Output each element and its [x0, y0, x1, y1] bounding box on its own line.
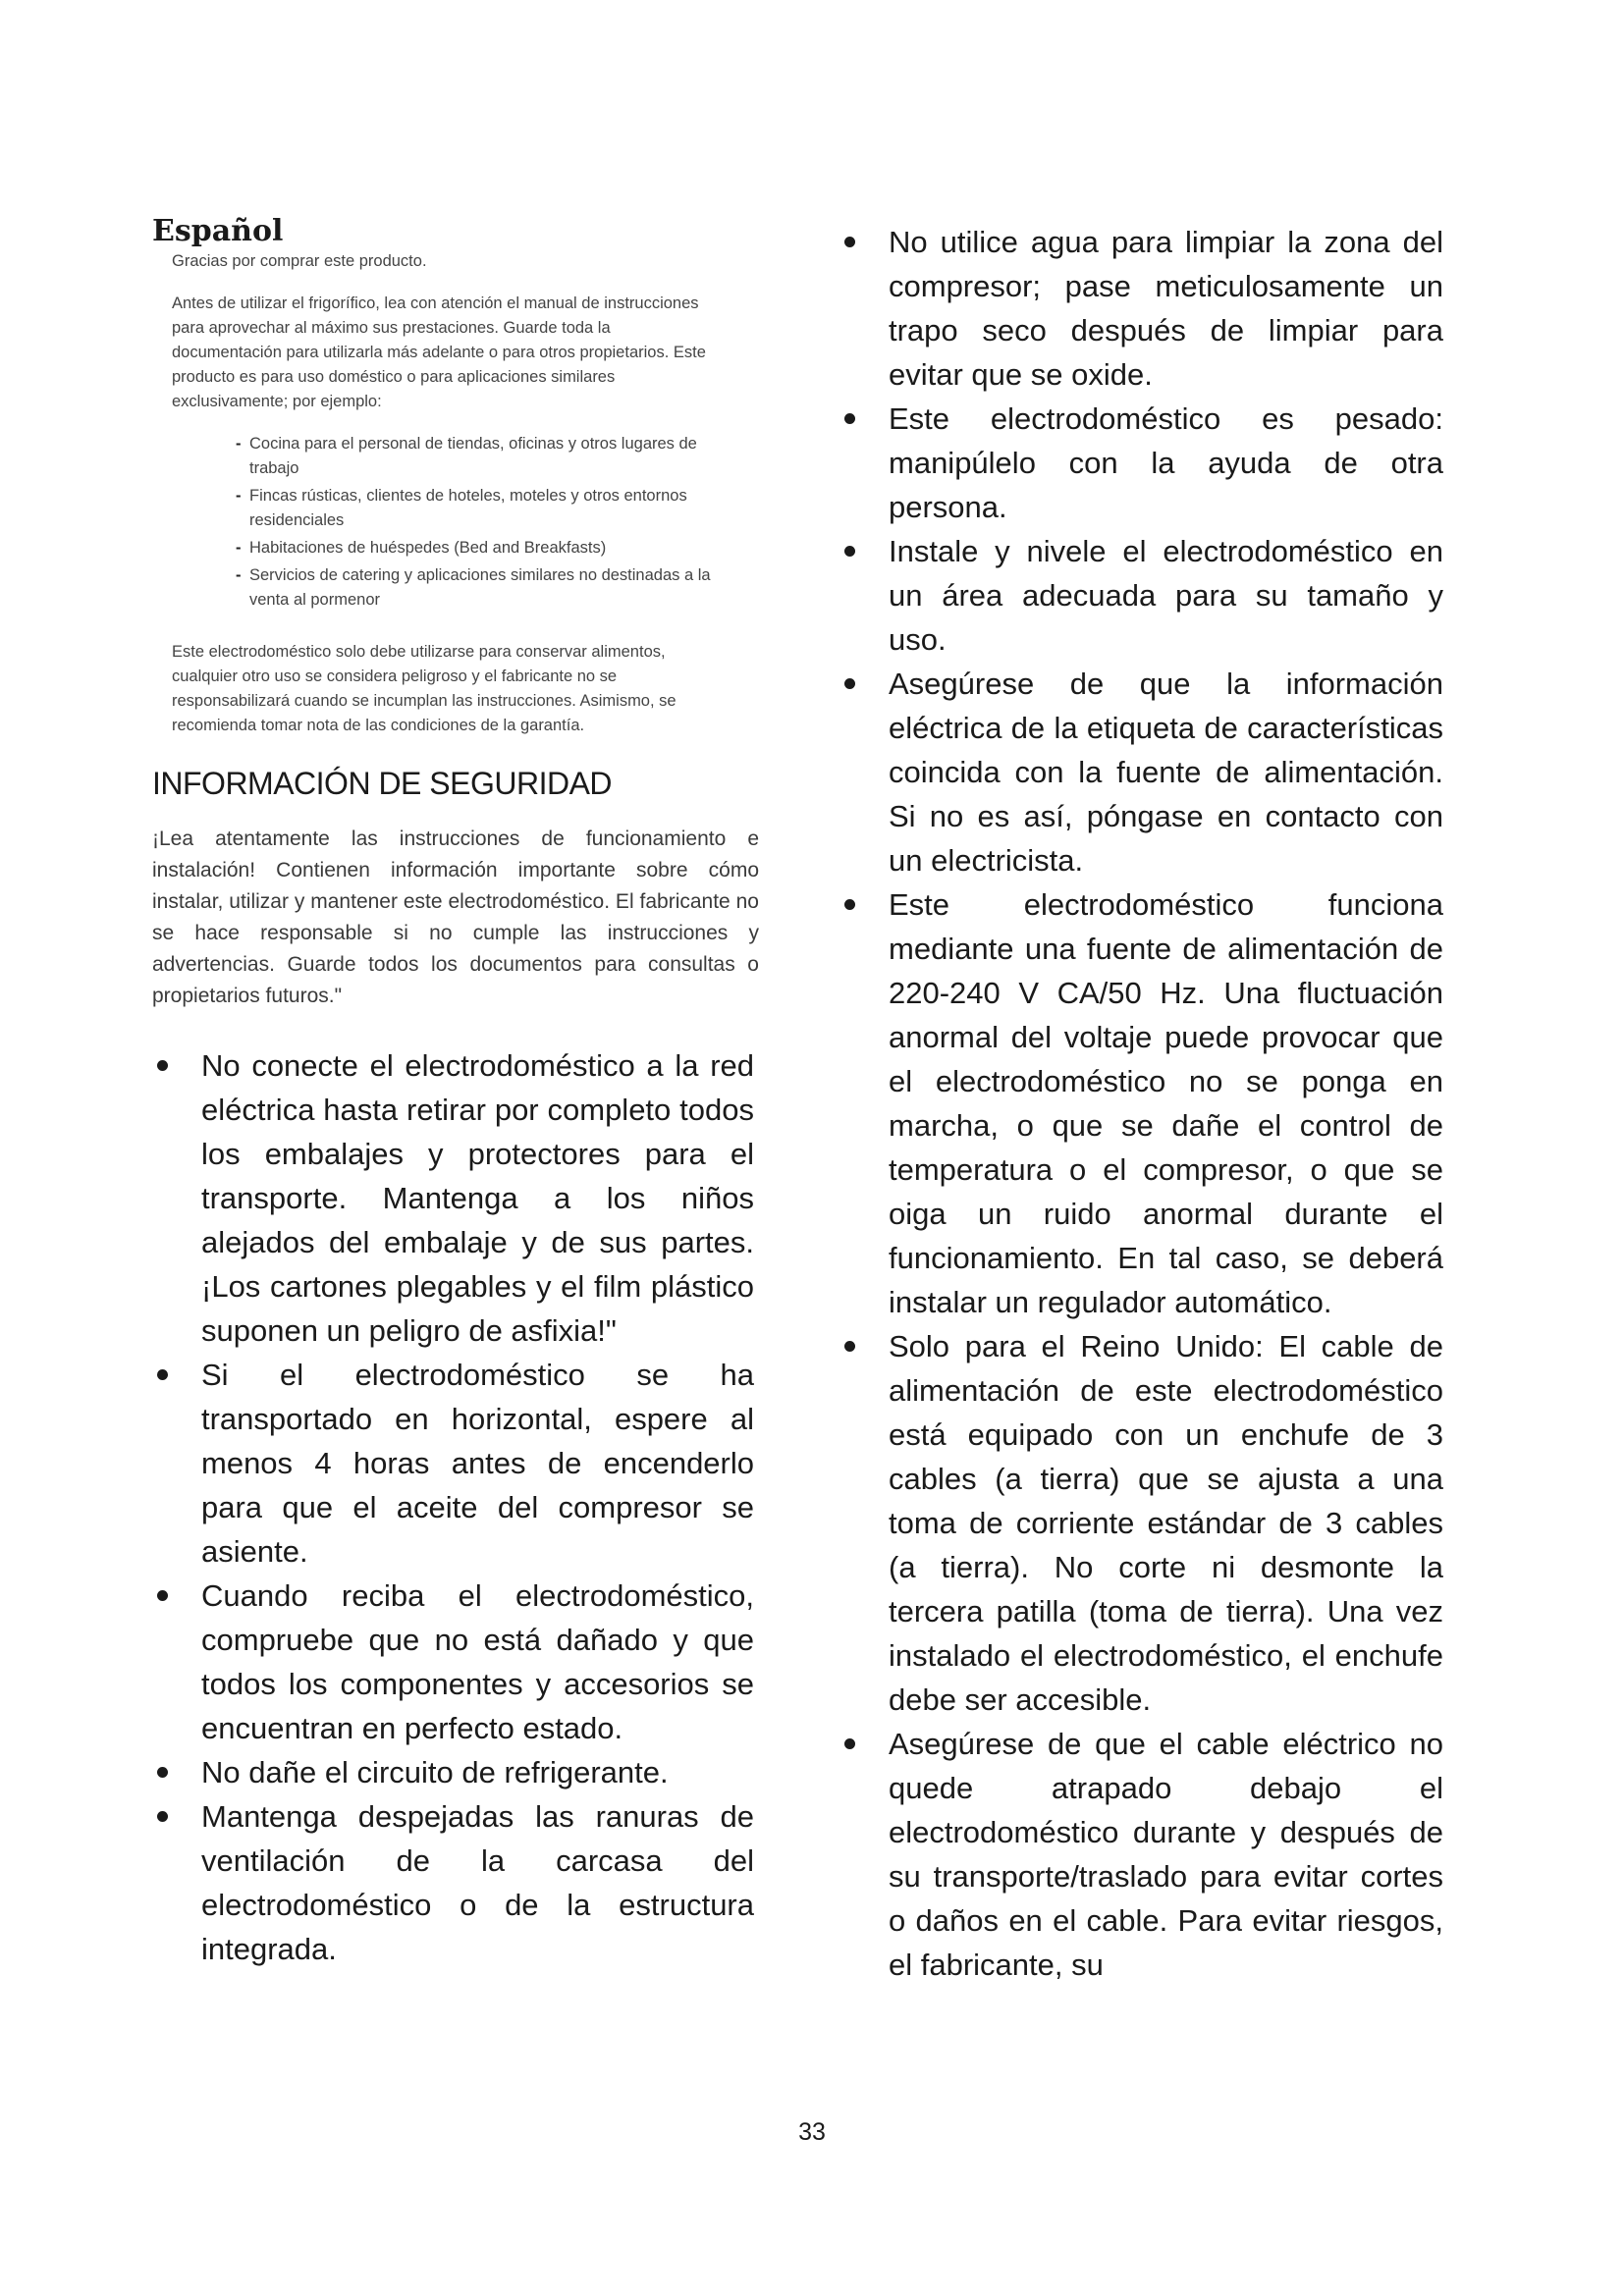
intro-paragraph: Antes de utilizar el frigorífico, lea con atención el manual de instrucciones para aprovechar al máximo sus prestaciones. Guarde toda la documentación para utilizarla más adelante o para otros propietarios. Este producto es para uso doméstico o para aplicaciones similares exclusivamente; por ejemplo:: [172, 294, 706, 410]
list-item-text: Mantenga despejadas las ranuras de ventilación de la carcasa del electrodoméstico o de la estructura integrada.: [201, 1799, 754, 1966]
safety-intro: ¡Lea atentamente las instrucciones de funcionamiento e instalación! Contienen información importante sobre cómo instalar, utilizar y mantener este electrodoméstico. El fabricante no se hace responsable si no cumple las instrucciones y advertencias. Guarde todos los documentos para consultas o propietarios futuros.": [152, 828, 759, 1007]
list-item-text: Asegúrese de que la información eléctrica de la etiqueta de características coincida con la fuente de alimentación. Si no es así, póngase en contacto con un electricista.: [889, 667, 1443, 878]
list-item-text: Si el electrodoméstico se ha transportado en horizontal, espere al menos 4 horas antes de encenderlo para que el aceite del compresor se asiente.: [201, 1358, 754, 1569]
list-item: [201, 1043, 754, 1353]
list-item: [889, 220, 1443, 397]
bullet-icon: [157, 1060, 168, 1071]
list-item: [201, 1750, 754, 1794]
bullet-icon: [157, 1369, 168, 1380]
use-item-text: Fincas rústicas, clientes de hoteles, moteles y otros entornos residenciales: [249, 487, 687, 529]
list-item: [201, 1794, 754, 1971]
use-item: [236, 536, 727, 561]
left-bullet-list: [152, 1043, 759, 1971]
list-item-text: Asegúrese de que el cable eléctrico no quede atrapado debajo el electrodoméstico durante y después de su transporte/traslado para evitar cortes o daños en el cable. Para evitar riesgos, el fabricante, su: [889, 1727, 1443, 1982]
bullet-icon: [844, 237, 855, 247]
bullet-icon: [157, 1767, 168, 1778]
use-item: [236, 484, 727, 533]
use-item-text: Cocina para el personal de tiendas, oficinas y otros lugares de trabajo: [249, 435, 697, 477]
use-item: [236, 563, 727, 613]
use-item-text: Habitaciones de huéspedes (Bed and Breakfasts): [249, 539, 607, 557]
use-item: [236, 432, 727, 481]
list-item-text: No conecte el electrodoméstico a la red eléctrica hasta retirar por completo todos los embalajes y protectores para el transporte. Mantenga a los niños alejados del embalaje y de sus partes. ¡Los cartones plegables y el film plástico suponen un peligro de asfixia!": [201, 1048, 754, 1348]
dash-marker: -: [236, 566, 242, 584]
list-item-text: Solo para el Reino Unido: El cable de alimentación de este electrodoméstico está equipado con un enchufe de 3 cables (a tierra) que se ajusta a una toma de corriente estándar de 3 cables (a tierra). No corte ni desmonte la tercera patilla (toma de tierra). Una vez instalado el electrodoméstico, el enchufe debe ser accesible.: [889, 1329, 1443, 1717]
list-item: [889, 529, 1443, 662]
list-item-text: Instale y nivele el electrodoméstico en un área adecuada para su tamaño y uso.: [889, 534, 1443, 657]
list-item-text: Este electrodoméstico es pesado: manipúlelo con la ayuda de otra persona.: [889, 401, 1443, 524]
list-item: [889, 662, 1443, 882]
bullet-icon: [157, 1590, 168, 1601]
left-column: [152, 214, 759, 1971]
use-list: [236, 432, 727, 613]
bullet-icon: [844, 1738, 855, 1749]
list-item-text: No utilice agua para limpiar la zona del compresor; pase meticulosamente un trapo seco después de limpiar para evitar que se oxide.: [889, 225, 1443, 392]
use-item-text: Servicios de catering y aplicaciones similares no destinadas a la venta al pormenor: [249, 566, 711, 609]
usage-warning: Este electrodoméstico solo debe utilizarse para conservar alimentos, cualquier otro uso se considera peligroso y el fabricante no se responsabilizará cuando se incumplan las instrucciones. Asimismo, se recomienda tomar nota de las condiciones de la garantía.: [172, 643, 677, 734]
page-number: 33: [798, 2118, 826, 2146]
bullet-icon: [844, 546, 855, 557]
list-item-text: No dañe el circuito de refrigerante.: [201, 1755, 669, 1789]
bullet-icon: [157, 1811, 168, 1822]
list-item: [889, 1324, 1443, 1722]
dash-marker: -: [236, 487, 242, 505]
bullet-icon: [844, 1341, 855, 1352]
list-item: [889, 1722, 1443, 1987]
bullet-icon: [844, 413, 855, 424]
safety-heading: INFORMACIÓN DE SEGURIDAD: [152, 766, 613, 801]
list-item-text: Cuando reciba el electrodoméstico, compruebe que no está dañado y que todos los componentes y accesorios se encuentran en perfecto estado.: [201, 1578, 754, 1745]
list-item: [889, 397, 1443, 529]
list-item: [201, 1574, 754, 1750]
list-item-text: Este electrodoméstico funciona mediante una fuente de alimentación de 220-240 V CA/50 Hz. Una fluctuación anormal del voltaje puede provocar que el electrodoméstico no se ponga en marcha, o que se dañe el control de temperatura o el compresor, o que se oiga un ruido anormal durante el funcionamiento. En tal caso, se deberá instalar un regulador automático.: [889, 887, 1443, 1319]
language-title: Español: [152, 214, 284, 248]
list-item: [889, 882, 1443, 1324]
dash-marker: -: [236, 539, 242, 557]
list-item: [201, 1353, 754, 1574]
right-bullet-list: [889, 220, 1443, 1987]
dash-marker: -: [236, 435, 242, 453]
bullet-icon: [844, 678, 855, 689]
thanks-text: Gracias por comprar este producto.: [172, 252, 427, 270]
bullet-icon: [844, 899, 855, 910]
right-column: [889, 220, 1443, 1987]
